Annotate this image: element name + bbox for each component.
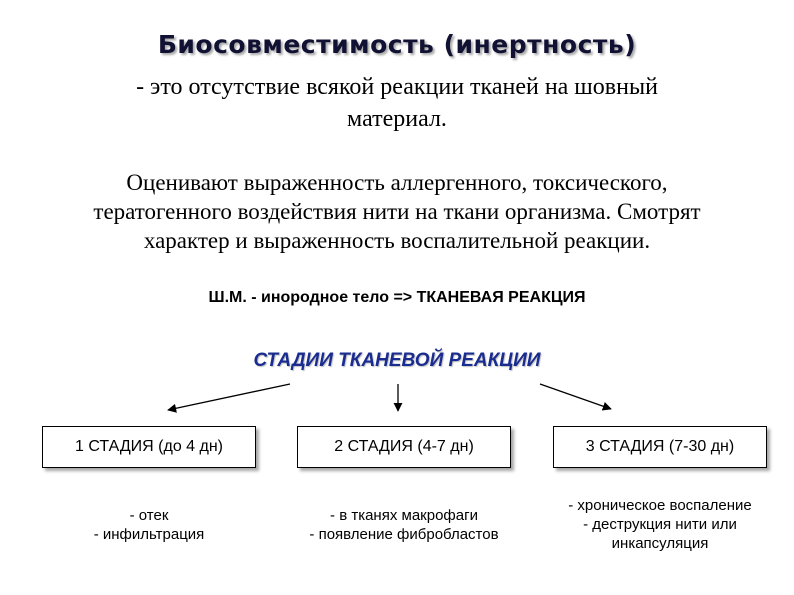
stage-3-details — [540, 496, 780, 553]
stage-1-box: 1 СТАДИЯ (до 4 дн) — [42, 426, 256, 468]
page-title: Биосовместимость (инертность) — [157, 30, 637, 59]
definition-line-2: материал. — [347, 106, 447, 132]
arrow-right-icon — [540, 384, 611, 409]
definition-line-1: - это отсутствие всякой реакции тканей на шовный — [136, 74, 658, 100]
list-item: - отек — [129, 507, 169, 524]
stage-2-box: 2 СТАДИЯ (4-7 дн) — [297, 426, 511, 468]
list-item: - деструкция нити или — [583, 516, 737, 533]
list-item: инкапсуляция — [611, 535, 709, 552]
paragraph-line-1: Оценивают выраженность аллергенного, токсического, — [126, 170, 668, 195]
list-item: - появление фибробластов — [309, 526, 499, 543]
paragraph-line-2: тератогенного воздействия нити на ткани организма. Смотрят — [93, 199, 701, 224]
list-item: - инфильтрация — [93, 526, 205, 543]
paragraph-line-3: характер и выраженность воспалительной реакции. — [143, 228, 651, 253]
tissue-reaction-line: Ш.М. - инородное тело => ТКАНЕВАЯ РЕАКЦИЯ — [208, 289, 586, 306]
stage-1-details — [40, 506, 258, 544]
list-item: - в тканях макрофаги — [330, 507, 478, 524]
arrow-left-icon — [168, 384, 290, 410]
stage-3-box: 3 СТАДИЯ (7-30 дн) — [553, 426, 767, 468]
stages-heading: СТАДИИ ТКАНЕВОЙ РЕАКЦИИ — [253, 350, 541, 371]
list-item: - хроническое воспаление — [568, 497, 752, 514]
stage-2-details — [280, 506, 528, 544]
